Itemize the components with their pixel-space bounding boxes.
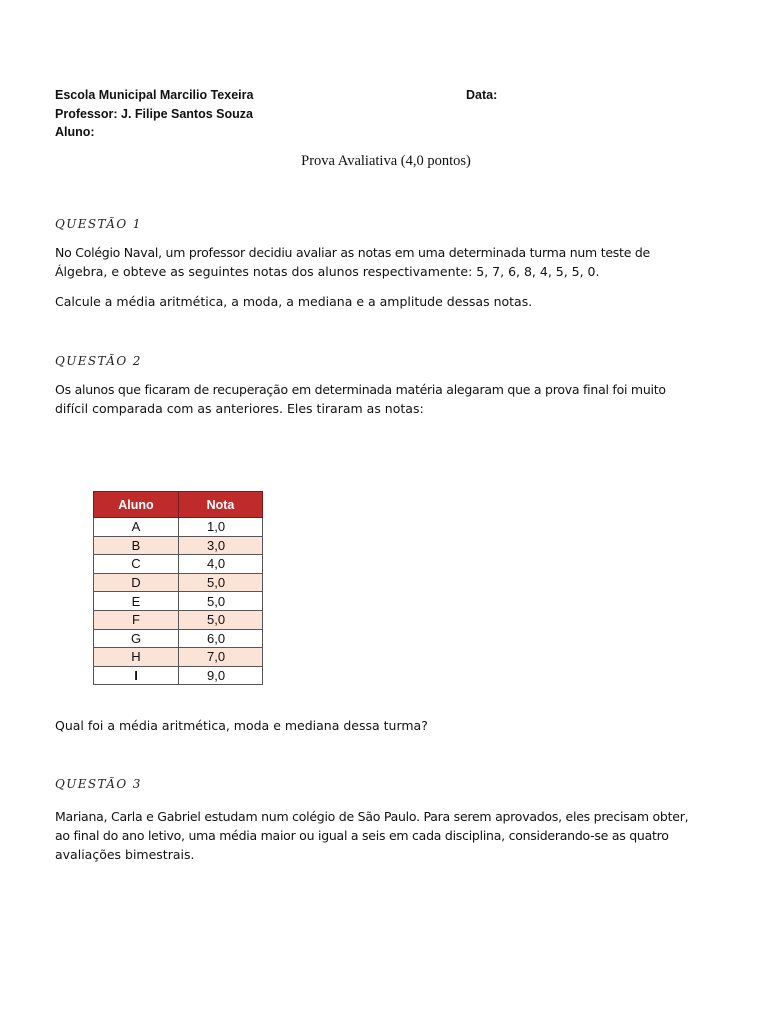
- table-row: [94, 555, 263, 574]
- question-1-prompt: Calcule a média aritmética, a moda, a mediana e a amplitude dessas notas.: [55, 293, 533, 309]
- table-row: [94, 648, 263, 667]
- grade-cell: 5,0: [179, 610, 263, 629]
- table-header-aluno: Aluno: [94, 492, 179, 518]
- student-cell: D: [94, 573, 179, 592]
- grade-cell: 3,0: [179, 536, 263, 555]
- student-cell: G: [94, 629, 179, 648]
- table-row: [94, 518, 263, 537]
- student-cell: H: [94, 648, 179, 667]
- student-label: Aluno:: [55, 125, 95, 139]
- grade-cell: 6,0: [179, 629, 263, 648]
- question-2-line-2: difícil comparada com as anteriores. Eles tiraram as notas:: [55, 400, 424, 416]
- grade-cell: 5,0: [179, 592, 263, 611]
- question-1-heading: QUESTÃO 1: [55, 216, 142, 231]
- grade-cell: 9,0: [179, 666, 263, 685]
- table-row: [94, 666, 263, 685]
- question-3-line-1: Mariana, Carla e Gabriel estudam num colégio de São Paulo. Para serem aprovados, eles precisam obter,: [55, 809, 689, 824]
- exam-title: Prova Avaliativa (4,0 pontos): [301, 152, 471, 169]
- question-1-line-2: Álgebra, e obteve as seguintes notas dos alunos respectivamente: 5, 7, 6, 8, 4, 5, 5, 0.: [55, 263, 600, 279]
- student-cell: F: [94, 610, 179, 629]
- grade-cell: 5,0: [179, 573, 263, 592]
- grade-cell: 1,0: [179, 518, 263, 537]
- question-1-line-1: No Colégio Naval, um professor decidiu avaliar as notas em uma determinada turma num teste de: [55, 244, 650, 260]
- question-3-line-3: avaliações bimestrais.: [55, 847, 195, 862]
- table-row: [94, 592, 263, 611]
- student-cell: B: [94, 536, 179, 555]
- question-3-line-2: ao final do ano letivo, uma média maior ou igual a seis em cada disciplina, considerando-se as quatro: [55, 828, 669, 843]
- date-label: Data:: [466, 88, 498, 102]
- student-cell: I: [94, 666, 179, 685]
- student-cell: C: [94, 555, 179, 574]
- grade-cell: 7,0: [179, 648, 263, 667]
- student-cell: E: [94, 592, 179, 611]
- table-row: [94, 536, 263, 555]
- question-2-prompt: Qual foi a média aritmética, moda e mediana dessa turma?: [55, 718, 428, 733]
- table-row: [94, 610, 263, 629]
- grade-cell: 4,0: [179, 555, 263, 574]
- teacher-name: Professor: J. Filipe Santos Souza: [55, 106, 253, 121]
- table-row: [94, 573, 263, 592]
- exam-header: [55, 86, 695, 142]
- school-name: Escola Municipal Marcilio Texeira: [55, 88, 254, 102]
- exam-page: [55, 86, 695, 862]
- table-header-nota: Nota: [179, 492, 263, 518]
- question-3-heading: QUESTÃO 3: [55, 777, 142, 791]
- grades-table: [93, 491, 263, 685]
- question-2-heading: QUESTÃO 2: [55, 353, 142, 368]
- table-row: [94, 629, 263, 648]
- student-cell: A: [94, 518, 179, 537]
- question-2-line-1: Os alunos que ficaram de recuperação em determinada matéria alegaram que a prova final foi muito: [55, 381, 666, 397]
